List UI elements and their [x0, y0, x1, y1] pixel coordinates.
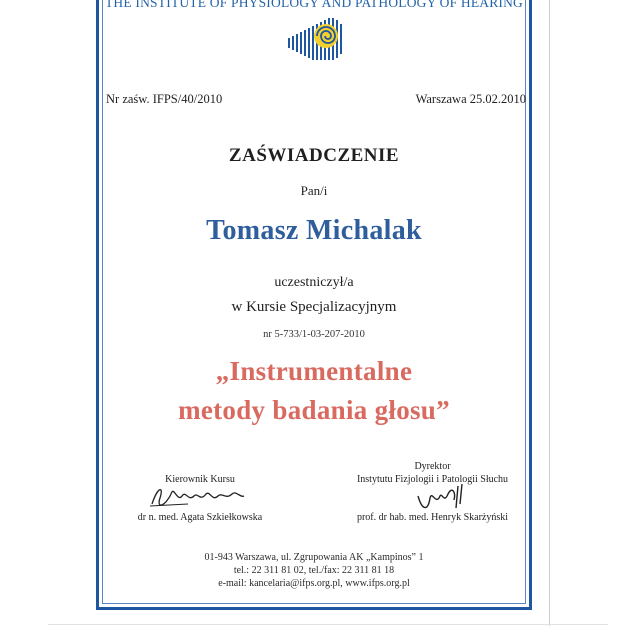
right-signatory-name: prof. dr hab. med. Henryk Skarżyński	[356, 512, 509, 523]
course-number: nr 5-733/1-03-207-2010	[263, 329, 365, 340]
place-date: Warszawa 25.02.2010	[415, 92, 526, 106]
course-topic-line1: „Instrumentalne	[215, 356, 413, 386]
right-signatory-title: Dyrektor	[414, 461, 451, 472]
footer-contact: e-mail: kancelaria@ifps.org.pl, www.ifps.org.pl	[218, 578, 410, 589]
scan-edge-line	[549, 0, 550, 626]
certificate-title: ZAŚWIADCZENIE	[228, 145, 400, 166]
left-signatory-role: Kierownik Kursu	[165, 474, 235, 485]
left-handwritten-signature	[148, 482, 248, 515]
left-signatory-name: dr n. med. Agata Szkiełkowska	[137, 512, 263, 523]
institute-header: THE INSTITUTE OF PHYSIOLOGY AND PATHOLOGY OF HEARING	[104, 0, 524, 10]
salutation: Pan/i	[300, 183, 328, 198]
cochlea-logo-icon	[284, 16, 348, 62]
course-topic-line2: metody badania głosu”	[178, 395, 450, 425]
registration-number: Nr zaśw. IFPS/40/2010	[106, 92, 223, 106]
right-signatory-institution: Instytutu Fizjologii i Patologii Słuchu	[356, 474, 509, 485]
footer-address: 01-943 Warszawa, ul. Zgrupowania AK „Kampinos” 1	[204, 552, 424, 563]
recipient-name: Tomasz Michalak	[206, 215, 422, 246]
footer-phone: tel.: 22 311 81 02, tel./fax: 22 311 81 18	[233, 565, 395, 576]
scan-bottom-line	[48, 624, 608, 625]
course-type: w Kursie Specjalizacyjnym	[231, 299, 397, 315]
participation-text: uczestniczył/a	[274, 275, 354, 290]
